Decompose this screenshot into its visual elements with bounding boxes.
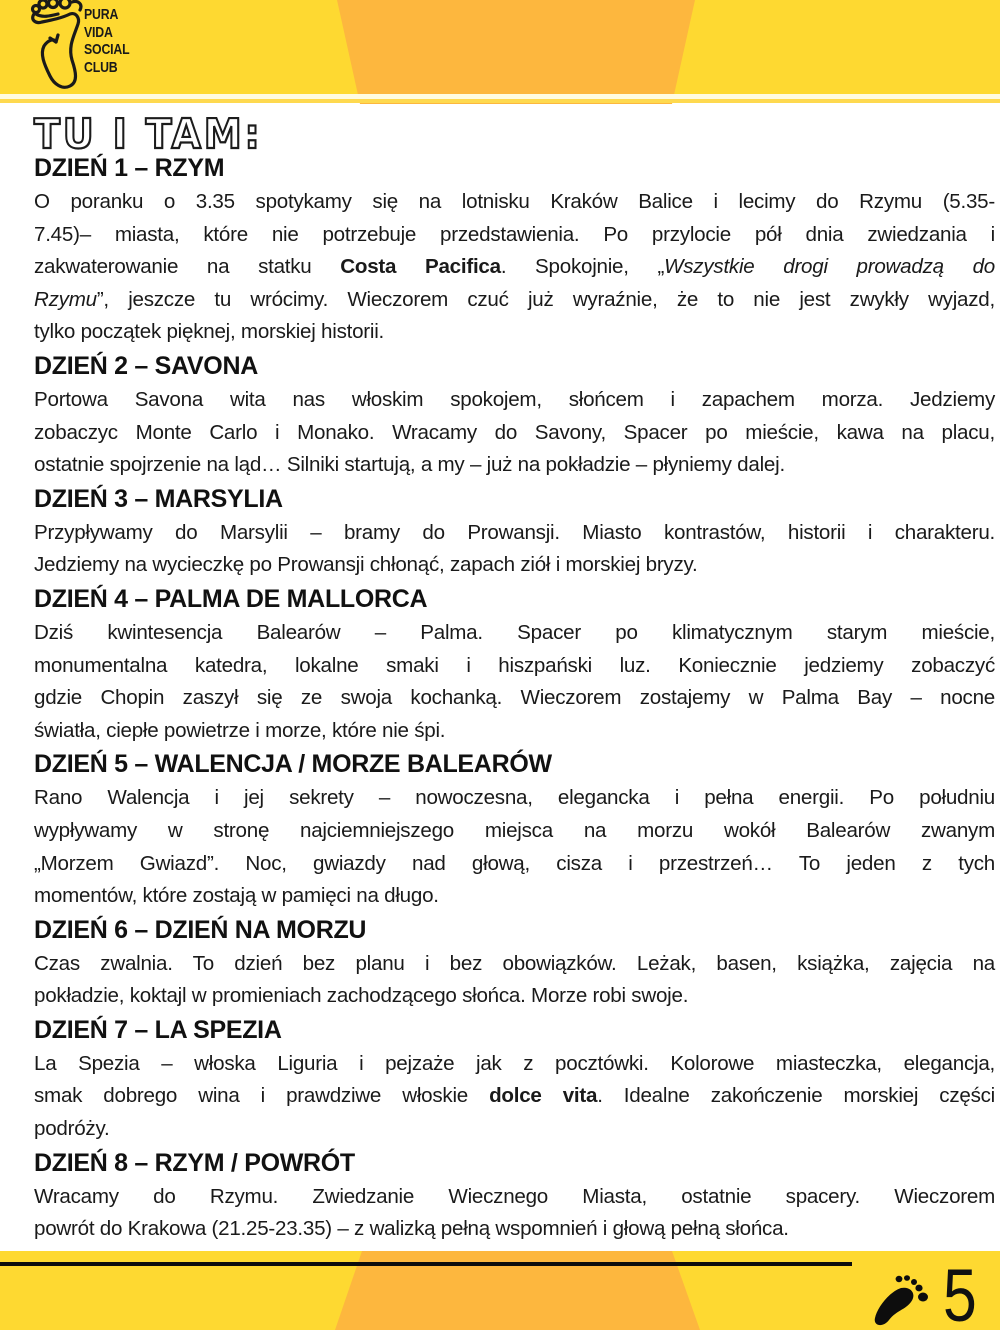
logo-line: CLUB	[84, 58, 118, 76]
bold-text: dolce vita	[489, 1084, 598, 1108]
text-run: La Spezia – włoska Liguria i pejzaże jak z pocztówki. Kolorowe miasteczka, elegancja,	[34, 1051, 995, 1075]
text-line	[34, 284, 995, 317]
text-line	[34, 186, 995, 219]
text-line	[34, 1113, 995, 1146]
day-description	[34, 1181, 995, 1246]
day-section	[34, 913, 995, 1013]
text-line-content	[34, 388, 995, 411]
text-line	[34, 650, 995, 683]
text-line-content	[34, 719, 445, 742]
text-run: Dziś kwintesencja Balearów – Palma. Spacer po klimatycznym starym mieście,	[34, 620, 995, 644]
day-heading: DZIEŃ 1 – RZYM	[34, 154, 225, 182]
text-run: ”, jeszcze tu wrócimy. Wieczorem czuć już wyraźnie, że to nie jest zwykły wyjazd,	[96, 287, 995, 311]
text-line-content	[34, 521, 995, 544]
text-line-content	[34, 654, 995, 677]
text-line	[34, 880, 995, 913]
text-line	[34, 449, 995, 482]
text-run: pokładzie, koktajl w promieniach zachodzącego słońca. Morze robi swoje.	[34, 984, 689, 1008]
day-description	[34, 948, 995, 1013]
day-description	[34, 186, 995, 349]
text-run: zakwaterowanie na statku	[34, 255, 341, 279]
text-line	[34, 316, 995, 349]
text-line-content	[34, 984, 688, 1007]
day-description	[34, 384, 995, 482]
text-line-content	[34, 421, 995, 444]
text-run: ostatnie spojrzenie na ląd… Silniki startują, a my – już na pokładzie – płyniemy dalej.	[34, 453, 785, 477]
text-run: Przypływamy do Marsylii – bramy do Prowansji. Miasto kontrastów, historii i charakteru.	[34, 520, 995, 544]
text-line-content	[34, 621, 995, 644]
day-section	[34, 1146, 995, 1246]
text-run: Czas zwalnia. To dzień bez planu i bez obowiązków. Leżak, basen, książka, zajęcia na	[34, 951, 995, 975]
text-line	[34, 682, 995, 715]
day-heading: DZIEŃ 6 – DZIEŃ NA MORZU	[34, 915, 367, 944]
day-section	[34, 1013, 995, 1146]
header-orange-trapezoid	[0, 0, 1000, 104]
italic-text: Wszystkie drogi prowadzą do	[664, 255, 995, 279]
text-line	[34, 980, 995, 1013]
page-number: 5	[943, 1254, 977, 1337]
page-footer	[0, 1251, 1000, 1337]
text-line	[34, 549, 995, 582]
page-title: TU I TAM:	[34, 110, 263, 158]
text-line	[34, 384, 995, 417]
footer-rule	[0, 1262, 852, 1266]
header-divider-yellow	[0, 99, 1000, 103]
page-header	[0, 0, 1000, 104]
text-run: „Morzem Gwiazd”. Noc, gwiazdy nad głową, cisza i przestrzeń… To jeden z tych	[34, 851, 995, 875]
text-line	[34, 715, 995, 748]
text-line-content	[34, 1084, 995, 1107]
day-description	[34, 1048, 995, 1146]
text-line	[34, 417, 995, 450]
day-description	[34, 617, 995, 747]
bold-text: Costa Pacifica	[340, 255, 501, 279]
text-line-content	[34, 786, 995, 809]
text-run: wypływamy w stronę najciemniejszego miejsca na morzu wokół Balearów zwanym	[34, 818, 995, 842]
text-line-content	[34, 884, 439, 907]
day-heading: DZIEŃ 8 – RZYM / POWRÓT	[34, 1148, 355, 1177]
text-line-content	[34, 255, 995, 278]
text-line-content	[34, 952, 995, 975]
text-run: powrót do Krakowa (21.25-23.35) – z walizką pełną wspomnień i głową pełną słońca.	[34, 1217, 789, 1241]
logo-line: VIDA	[84, 23, 113, 41]
text-line-content	[34, 686, 995, 709]
text-line-content	[34, 819, 995, 842]
day-heading: DZIEŃ 4 – PALMA DE MALLORCA	[34, 584, 428, 613]
logo-line: PURA	[84, 6, 119, 23]
text-run: tylko początek pięknej, morskiej historii.	[34, 320, 385, 344]
day-section	[34, 482, 995, 582]
text-line	[34, 1213, 995, 1246]
text-line-content	[34, 288, 995, 311]
text-run: Portowa Savona wita nas włoskim spokojem, słońcem i zapachem morza. Jedziemy	[34, 387, 995, 411]
text-line-content	[34, 852, 995, 875]
day-description	[34, 782, 995, 912]
text-line	[34, 617, 995, 650]
text-line	[34, 517, 995, 550]
day-heading: DZIEŃ 7 – LA SPEZIA	[34, 1015, 282, 1044]
text-run: Wracamy do Rzymu. Zwiedzanie Wiecznego Miasta, ostatnie spacery. Wieczorem	[34, 1184, 995, 1208]
text-line-content	[34, 553, 698, 576]
text-line-content	[34, 1052, 995, 1075]
day-section	[34, 747, 995, 912]
text-run: 7.45)– miasta, które nie potrzebuje przedstawienia. Po przylocie pół dnia zwiedzania i	[34, 222, 995, 246]
text-line	[34, 1080, 995, 1113]
text-run: podróży.	[34, 1117, 110, 1141]
text-line-content	[34, 190, 995, 213]
text-run: zobaczyc Monte Carlo i Monako. Wracamy do Savony, Spacer po mieście, kawa na placu,	[34, 420, 995, 444]
text-run: . Idealne zakończenie morskiej części	[597, 1084, 995, 1108]
day-description	[34, 517, 995, 582]
day-section	[34, 151, 995, 349]
day-heading: DZIEŃ 3 – MARSYLIA	[34, 484, 283, 513]
text-run: monumentalna katedra, lokalne smaki i hiszpański luz. Koniecznie jedziemy zobaczyć	[34, 653, 995, 677]
text-line	[34, 251, 995, 284]
text-line-content	[34, 223, 995, 246]
text-line	[34, 848, 995, 881]
italic-text: Rzymu	[34, 287, 97, 311]
footprint-icon	[871, 1272, 931, 1328]
text-run: smak dobrego wina i prawdziwe włoskie	[34, 1084, 490, 1108]
text-line-content	[34, 453, 785, 476]
text-line	[34, 948, 995, 981]
text-line	[34, 1048, 995, 1081]
text-run: momentów, które zostają w pamięci na długo.	[34, 884, 439, 908]
text-line-content	[34, 1185, 995, 1208]
text-run: Jedziemy na wycieczkę po Prowansji chłonąć, zapach ziół i morskiej bryzy.	[34, 553, 698, 577]
text-run: gdzie Chopin zaszył się ze swoja kochanką. Wieczorem zostajemy w Palma Bay – nocne	[34, 686, 995, 710]
logo-line: SOCIAL	[84, 41, 130, 58]
text-line	[34, 815, 995, 848]
text-line-content	[34, 320, 384, 343]
itinerary	[34, 151, 995, 1246]
text-run: światła, ciepłe powietrze i morze, które nie śpi.	[34, 718, 446, 742]
day-section	[34, 349, 995, 482]
day-heading: DZIEŃ 5 – WALENCJA / MORZE BALEARÓW	[34, 750, 552, 779]
text-line	[34, 782, 995, 815]
logo-wordmark	[84, 6, 133, 76]
text-line	[34, 1181, 995, 1214]
text-line-content	[34, 1117, 109, 1140]
text-line-content	[34, 1217, 789, 1240]
text-line	[34, 219, 995, 252]
text-run: Rano Walencja i jej sekrety – nowoczesna, elegancka i pełna energii. Po południu	[34, 786, 995, 810]
day-section	[34, 582, 995, 747]
text-run: . Spokojnie, „	[500, 255, 665, 279]
day-heading: DZIEŃ 2 – SAVONA	[34, 351, 258, 380]
text-run: O poranku o 3.35 spotykamy się na lotnisku Kraków Balice i lecimy do Rzymu (5.35-	[34, 190, 995, 213]
